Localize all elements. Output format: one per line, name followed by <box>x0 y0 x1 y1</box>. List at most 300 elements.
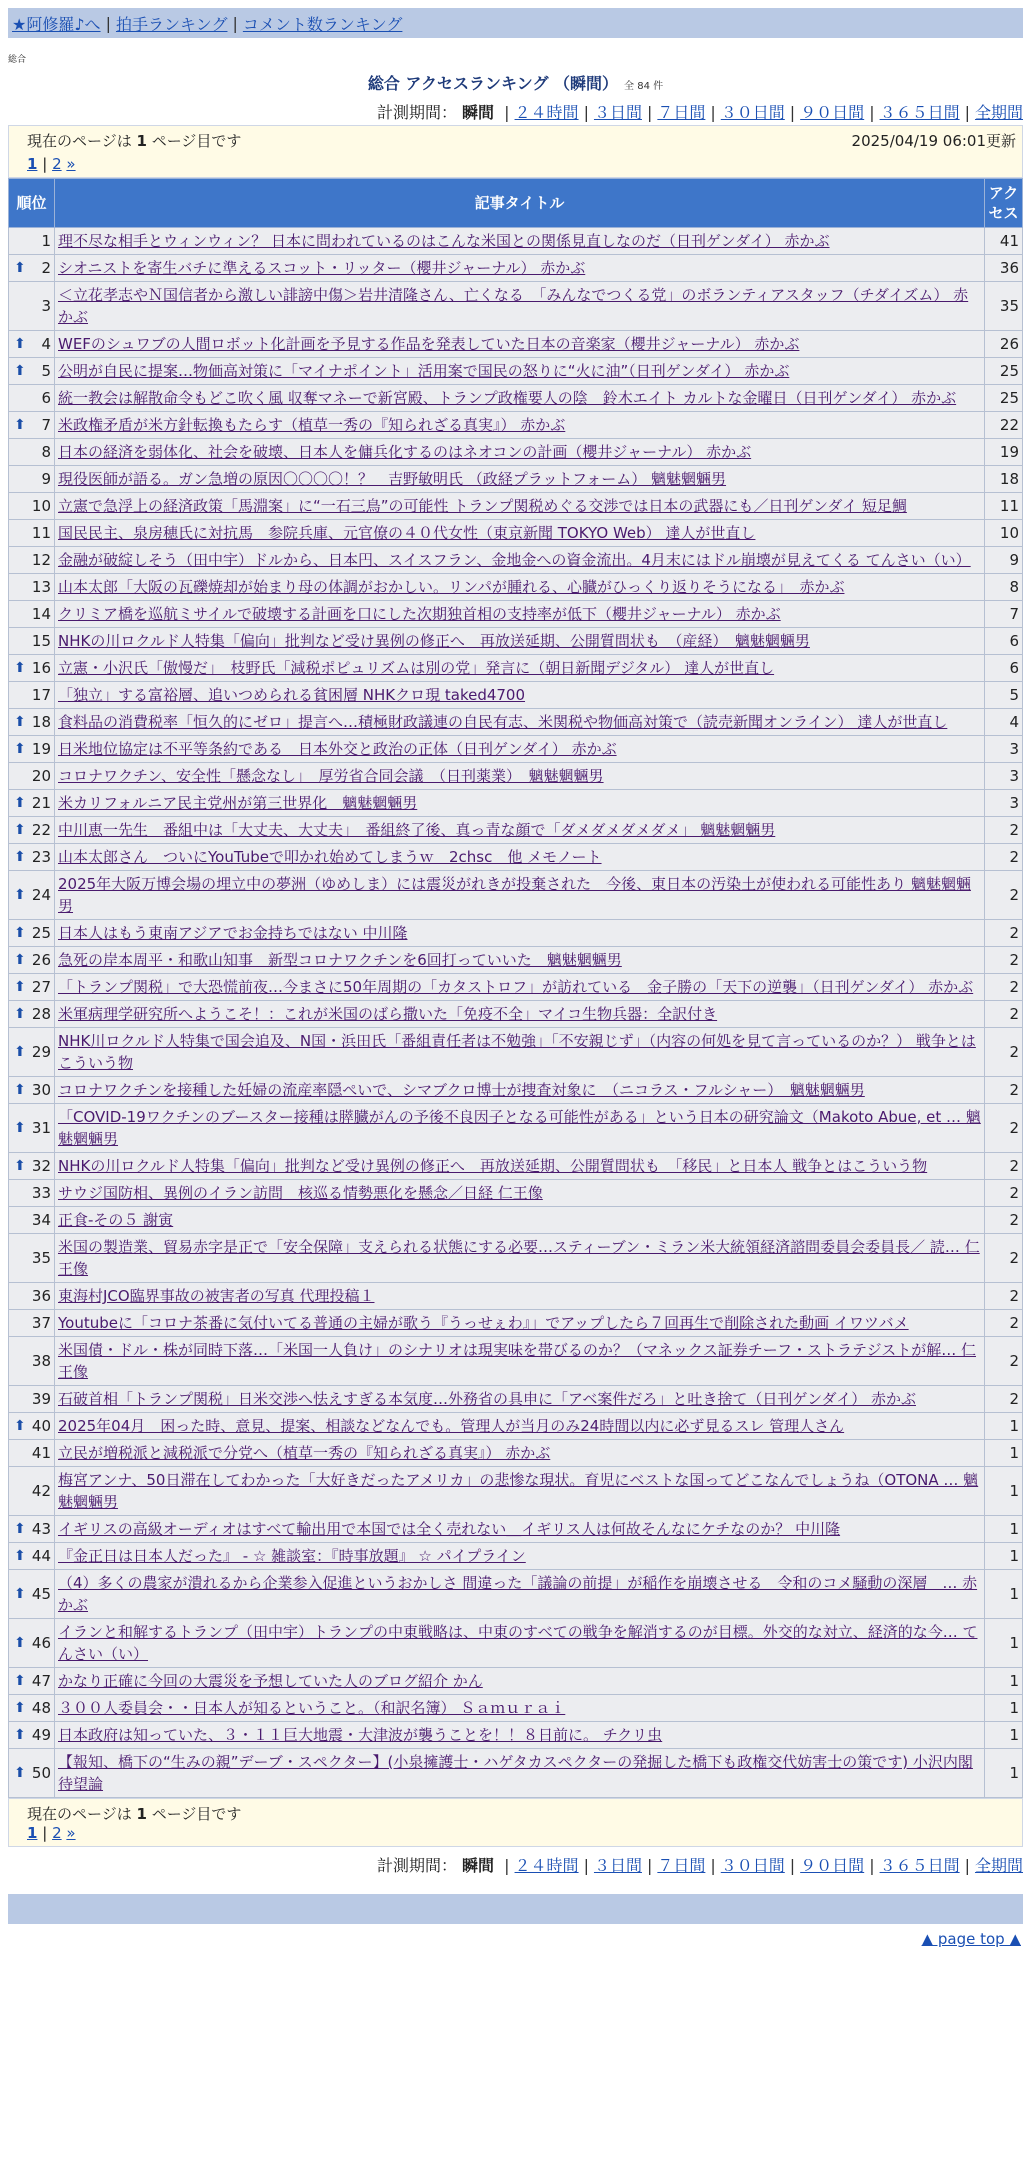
access-count: 25 <box>985 358 1023 385</box>
rank-up-arrow-icon: ⬆ <box>14 260 26 276</box>
table-row <box>9 1570 1023 1619</box>
article-link[interactable]: 日米地位協定は不平等条約である 日本外交と政治の正体（日刊ゲンダイ） 赤かぶ <box>58 740 617 758</box>
period-separator: | <box>869 103 875 122</box>
ranking-title: 総合 アクセスランキング （瞬間） <box>367 74 619 93</box>
rank-cell <box>9 1543 55 1570</box>
page-text-prefix: 現在のページは <box>27 1805 132 1823</box>
title-cell <box>55 255 985 282</box>
article-link[interactable]: 山本太郎「大阪の瓦礫焼却が始まり母の体調がおかしい。リンパが腫れる、心臓がひっくり返りそうになる」 赤かぶ <box>58 578 845 596</box>
table-row <box>9 709 1023 736</box>
period-separator: | <box>710 103 716 122</box>
table-row <box>9 466 1023 493</box>
title-cell <box>55 1386 985 1413</box>
article-link[interactable]: 東海村JCO臨界事故の被害者の写真 代理投稿１ <box>58 1287 375 1305</box>
access-count: 6 <box>985 655 1023 682</box>
rank-number: 15 <box>31 632 51 650</box>
article-link[interactable]: 米カリフォルニア民主党州が第三世界化 魑魅魍魎男 <box>58 794 418 812</box>
period-link[interactable]: 全期間 <box>974 1856 1023 1875</box>
access-count: 2 <box>985 1310 1023 1337</box>
article-link[interactable]: 立憲で急浮上の経済政策「馬淵案」に“一石三鳥”の可能性 トランプ関税めぐる交渉では日本の武器にも／日刊ゲンダイ 短足鯛 <box>58 497 907 515</box>
rank-up-arrow-icon: ⬆ <box>14 925 26 941</box>
title-cell <box>55 1619 985 1668</box>
table-row <box>9 1310 1023 1337</box>
table-row <box>9 1619 1023 1668</box>
genre-label: 総合 <box>8 55 27 65</box>
period-link[interactable]: ３日間 <box>593 103 642 122</box>
period-link[interactable]: ７日間 <box>657 103 706 122</box>
access-count: 5 <box>985 682 1023 709</box>
article-link[interactable]: 「トランプ関税」で大恐慌前夜…今まさに50年周期の「カタストロフ」が訪れている 金子勝の「天下の逆襲」（日刊ゲンダイ） 赤かぶ <box>58 978 974 996</box>
period-link[interactable]: 全期間 <box>974 103 1023 122</box>
rank-number: 42 <box>31 1482 51 1500</box>
article-link[interactable]: クリミア橋を巡航ミサイルで破壊する計画を口にした次期独首相の支持率が低下（櫻井ジャーナル） 赤かぶ <box>58 605 781 623</box>
rank-cell <box>9 520 55 547</box>
table-row <box>9 493 1023 520</box>
access-count: 2 <box>985 1234 1023 1283</box>
title-cell <box>55 547 985 574</box>
rank-cell <box>9 412 55 439</box>
rank-cell <box>9 1077 55 1104</box>
rank-number: 14 <box>31 605 51 623</box>
page-text-prefix: 現在のページは <box>27 132 132 150</box>
article-link[interactable]: かなり正確に今回の大震災を予想していた人のブログ紹介 かん <box>58 1672 483 1690</box>
article-link[interactable]: サウジ国防相、異例のイラン訪問 核巡る情勢悪化を懸念／日経 仁王像 <box>58 1184 543 1202</box>
rank-up-arrow-icon: ⬆ <box>14 1548 26 1564</box>
rank-number: 9 <box>41 470 51 488</box>
rank-number: 2 <box>41 259 51 277</box>
access-count: 1 <box>985 1440 1023 1467</box>
table-row <box>9 520 1023 547</box>
access-count: 22 <box>985 412 1023 439</box>
rank-cell <box>9 1337 55 1386</box>
page-link-1[interactable]: 1 <box>27 155 38 173</box>
rank-cell <box>9 1207 55 1234</box>
title-cell <box>55 790 985 817</box>
title-cell <box>55 466 985 493</box>
article-link[interactable]: （4）多くの農家が潰れるから企業参入促進というおかしさ 間違った「議論の前提」が稲作を崩壊させる 令和のコメ騒動の深層 … 赤かぶ <box>58 1574 978 1614</box>
article-link[interactable]: 理不尽な相手とウィンウィン？ 日本に問われているのはこんな米国との関係見直しなのだ（日刊ゲンダイ） 赤かぶ <box>58 232 830 250</box>
rank-cell <box>9 763 55 790</box>
rank-number: 1 <box>41 232 51 250</box>
table-row <box>9 358 1023 385</box>
table-row <box>9 385 1023 412</box>
period-link[interactable]: ３６５日間 <box>879 1856 960 1875</box>
table-row <box>9 1283 1023 1310</box>
title-cell <box>55 601 985 628</box>
article-link[interactable]: 金融が破綻しそう（田中宇）ドルから、日本円、スイスフラン、金地金への資金流出。4月末にはドル崩壊が見えてくる てんさい（い） <box>58 551 971 569</box>
period-link[interactable]: ３日間 <box>593 1856 642 1875</box>
table-row <box>9 871 1023 920</box>
title-cell <box>55 947 985 974</box>
rank-number: 26 <box>31 951 51 969</box>
rank-cell <box>9 790 55 817</box>
title-cell <box>55 709 985 736</box>
table-row <box>9 817 1023 844</box>
article-link[interactable]: NHKの川ロクルド人特集「偏向」批判など受け異例の修正へ 再放送延期、公開質問状も （産経） 魑魅魍魎男 <box>58 632 810 650</box>
access-count: 1 <box>985 1619 1023 1668</box>
access-count: 4 <box>985 709 1023 736</box>
rank-number: 33 <box>31 1184 51 1202</box>
article-link[interactable]: 【報知、橋下の“生みの親”デーブ・スペクター】(小泉擁護士・ハゲタカスペクターの発掘した橋下も政権交代妨害士の策です) 小沢内閣待望論 <box>58 1753 973 1793</box>
rank-cell <box>9 947 55 974</box>
next-page-link[interactable]: » <box>66 1824 76 1842</box>
article-link[interactable]: 山本太郎さん ついにYouTubeで叩かれ始めてしまうｗ 2chsc 他 メモノート <box>58 848 602 866</box>
nav-separator: | <box>232 13 238 33</box>
rank-number: 34 <box>31 1211 51 1229</box>
rank-cell <box>9 628 55 655</box>
access-count: 41 <box>985 228 1023 255</box>
period-link[interactable]: ９０日間 <box>800 103 865 122</box>
page-link-2[interactable]: 2 <box>52 1824 62 1842</box>
rank-cell <box>9 1413 55 1440</box>
article-link[interactable]: Youtubeに「コロナ茶番に気付いてる普通の主婦が歌う『うっせぇわ』」でアップしたら７回再生で削除された動画 イワツバメ <box>58 1314 909 1332</box>
nav-separator: | <box>105 13 111 33</box>
rank-number: 4 <box>41 335 51 353</box>
article-link[interactable]: ＜立花孝志やＮ国信者から激しい誹謗中傷＞岩井清隆さん、亡くなる 「みんなでつくる党」のボランティアスタッフ（チダイズム） 赤かぶ <box>58 286 969 326</box>
title-cell <box>55 520 985 547</box>
rank-number: 50 <box>31 1764 51 1782</box>
table-row <box>9 1722 1023 1749</box>
access-count: 1 <box>985 1695 1023 1722</box>
applause-ranking-link[interactable]: 拍手ランキング <box>115 14 228 34</box>
rank-up-arrow-icon: ⬆ <box>14 1082 26 1098</box>
rank-number: 25 <box>31 924 51 942</box>
rank-cell <box>9 1001 55 1028</box>
rank-up-arrow-icon: ⬆ <box>14 1586 26 1602</box>
access-count: 18 <box>985 466 1023 493</box>
table-row <box>9 1440 1023 1467</box>
rank-cell <box>9 466 55 493</box>
access-count: 1 <box>985 1668 1023 1695</box>
table-row <box>9 1467 1023 1516</box>
article-link[interactable]: WEFのシュワブの人間ロボット化計画を予見する作品を発表していた日本の音楽家（櫻井ジャーナル） 赤かぶ <box>58 335 800 353</box>
rank-number: 27 <box>31 978 51 996</box>
table-header-row <box>9 179 1023 228</box>
rank-number: 21 <box>31 794 51 812</box>
pager-separator: | <box>42 155 48 173</box>
table-row <box>9 1104 1023 1153</box>
access-count: 2 <box>985 1386 1023 1413</box>
title-cell <box>55 1413 985 1440</box>
comment-ranking-link[interactable]: コメント数ランキング <box>242 14 403 34</box>
period-separator: | <box>964 1856 970 1875</box>
rank-up-arrow-icon: ⬆ <box>14 1006 26 1022</box>
article-link[interactable]: 立憲・小沢氏「傲慢だ」 枝野氏「減税ポピュリズムは別の党」発言に（朝日新聞デジタル） 達人が世直し <box>58 659 775 677</box>
table-row <box>9 601 1023 628</box>
article-link[interactable]: 公明が自民に提案…物価高対策に「マイナポイント」活用案で国民の怒りに“火に油”（日刊ゲンダイ） 赤かぶ <box>58 362 790 380</box>
rank-up-arrow-icon: ⬆ <box>14 795 26 811</box>
rank-cell <box>9 1310 55 1337</box>
page-link-2[interactable]: 2 <box>52 155 62 173</box>
access-count: 1 <box>985 1722 1023 1749</box>
table-row <box>9 331 1023 358</box>
rank-cell <box>9 1619 55 1668</box>
article-link[interactable]: 統一教会は解散命令もどこ吹く風 収奪マネーで新宮殿、トランプ政権要人の陰 鈴木エイト カルトな金曜日（日刊ゲンダイ） 赤かぶ <box>58 389 957 407</box>
page-info-bottom <box>8 1798 1023 1847</box>
rank-number: 29 <box>31 1043 51 1061</box>
access-count: 2 <box>985 871 1023 920</box>
rank-number: 22 <box>31 821 51 839</box>
access-count: 2 <box>985 844 1023 871</box>
rank-number: 20 <box>31 767 51 785</box>
rank-up-arrow-icon: ⬆ <box>14 1727 26 1743</box>
title-cell <box>55 1722 985 1749</box>
table-row <box>9 439 1023 466</box>
rank-cell <box>9 1386 55 1413</box>
period-separator: | <box>646 103 653 122</box>
period-links <box>499 1856 1023 1875</box>
article-link[interactable]: イギリスの高級オーディオはすべて輸出用で本国では全く売れない＿イギリス人は何故そんなにケチなのか？ 中川隆 <box>58 1520 841 1538</box>
article-link[interactable]: NHK川ロクルド人特集で国会追及、N国・浜田氏「番組責任者は不勉強」「不安親じず」（内容の何処を見て言っているのか？） 戦争とはこういう物 <box>58 1032 976 1072</box>
rank-number: 31 <box>31 1119 51 1137</box>
rank-cell <box>9 1028 55 1077</box>
table-row <box>9 1207 1023 1234</box>
access-count: 26 <box>985 331 1023 358</box>
rank-up-arrow-icon: ⬆ <box>14 714 26 730</box>
rank-number: 18 <box>31 713 51 731</box>
header-rank: 順位 <box>9 179 55 228</box>
period-selector-top <box>0 100 1023 123</box>
table-row <box>9 255 1023 282</box>
rank-up-arrow-icon: ⬆ <box>14 1158 26 1174</box>
header-access: アクセス <box>985 179 1023 228</box>
rank-number: 10 <box>31 497 51 515</box>
article-link[interactable]: 正食-その５ 謝寅 <box>58 1211 174 1229</box>
rank-number: 45 <box>31 1585 51 1603</box>
period-separator: | <box>789 1856 796 1875</box>
access-count: 36 <box>985 255 1023 282</box>
access-count: 2 <box>985 947 1023 974</box>
top-nav-bar <box>8 8 1023 38</box>
title-cell <box>55 736 985 763</box>
access-count: 2 <box>985 1207 1023 1234</box>
table-row <box>9 1749 1023 1798</box>
table-row <box>9 655 1023 682</box>
article-link[interactable]: 石破首相「トランプ関税」日米交渉へ怯えすぎる本気度…外務省の具申に「アベ案件だろ」と吐き捨て（日刊ゲンダイ） 赤かぶ <box>58 1390 916 1408</box>
table-row <box>9 1337 1023 1386</box>
article-link[interactable]: コロナワクチンを接種した妊婦の流産率隠ぺいで、シマブクロ博士が捜査対象に （ニコラス・フルシャー） 魑魅魍魎男 <box>58 1081 865 1099</box>
article-link[interactable]: イランと和解するトランプ（田中宇）トランプの中東戦略は、中東のすべての戦争を解消するのが目標。外交的な対立、経済的な今… てんさい（い） <box>58 1623 978 1663</box>
rank-number: 24 <box>31 886 51 904</box>
access-count: 3 <box>985 790 1023 817</box>
access-count: 2 <box>985 1028 1023 1077</box>
rank-up-arrow-icon: ⬆ <box>14 336 26 352</box>
rank-cell <box>9 1153 55 1180</box>
article-link[interactable]: 米国の製造業、貿易赤字是正で「安全保障」支えられる状態にする必要…スティーブン・ミラン米大統領経済諮問委員会委員長／ 読… 仁王像 <box>58 1238 980 1278</box>
page-number: 1 <box>136 1805 147 1823</box>
title-cell <box>55 1695 985 1722</box>
home-link[interactable]: ★阿修羅♪へ <box>12 14 101 34</box>
period-separator: | <box>964 103 970 122</box>
access-count: 2 <box>985 1153 1023 1180</box>
access-count: 19 <box>985 439 1023 466</box>
rank-up-arrow-icon: ⬆ <box>14 1700 26 1716</box>
table-row <box>9 574 1023 601</box>
rank-cell <box>9 547 55 574</box>
access-count: 3 <box>985 763 1023 790</box>
period-current: 瞬間 <box>462 1856 495 1875</box>
rank-cell <box>9 439 55 466</box>
rank-number: 16 <box>31 659 51 677</box>
access-count: 9 <box>985 547 1023 574</box>
rank-up-arrow-icon: ⬆ <box>14 979 26 995</box>
rank-number: 44 <box>31 1547 51 1565</box>
rank-cell <box>9 1722 55 1749</box>
title-cell <box>55 1234 985 1283</box>
rank-up-arrow-icon: ⬆ <box>14 417 26 433</box>
article-link[interactable]: 日本政府は知っていた、３・１１巨大地震・大津波が襲うことを！！８日前に。 チクリ虫 <box>58 1726 663 1744</box>
period-link[interactable]: ２４時間 <box>514 103 579 122</box>
period-link[interactable]: ３６５日間 <box>879 103 960 122</box>
rank-number: 43 <box>31 1520 51 1538</box>
access-count: 11 <box>985 493 1023 520</box>
table-row <box>9 790 1023 817</box>
title-cell <box>55 574 985 601</box>
title-cell <box>55 1028 985 1077</box>
rank-cell <box>9 1668 55 1695</box>
rank-up-arrow-icon: ⬆ <box>14 887 26 903</box>
article-link[interactable]: 中川恵一先生 番組中は「大丈夫、大丈夫」 番組終了後、真っ青な顔で「ダメダメダメダメ」 魑魅魍魎男 <box>58 821 776 839</box>
title-cell <box>55 228 985 255</box>
rank-number: 48 <box>31 1699 51 1717</box>
article-link[interactable]: 米軍病理学研究所へようこそ！：これが米国のばら撒いた「免疫不全」マイコ生物兵器：全訳付き <box>58 1005 718 1023</box>
rank-up-arrow-icon: ⬆ <box>14 363 26 379</box>
rank-number: 46 <box>31 1634 51 1652</box>
access-count: 6 <box>985 628 1023 655</box>
rank-cell <box>9 1283 55 1310</box>
article-link[interactable]: 食料品の消費税率「恒久的にゼロ」提言へ…積極財政議連の自民有志、米関税や物価高対策で（読売新聞オンライン） 達人が世直し <box>58 713 948 731</box>
footer-bar <box>8 1894 1023 1924</box>
period-selector-bottom <box>0 1853 1023 1876</box>
title-cell <box>55 1310 985 1337</box>
access-count: 3 <box>985 736 1023 763</box>
article-link[interactable]: 現役医師が語る。ガン急増の原因〇〇〇〇！？ 吉野敏明氏 （政経プラットフォーム） 魑魅魍魎男 <box>58 470 727 488</box>
ranking-table-body <box>9 228 1023 1798</box>
title-cell <box>55 1207 985 1234</box>
title-cell <box>55 1077 985 1104</box>
period-link[interactable]: ７日間 <box>657 1856 706 1875</box>
period-link[interactable]: ３０日間 <box>720 103 785 122</box>
period-link[interactable]: ３０日間 <box>720 1856 785 1875</box>
table-row <box>9 1386 1023 1413</box>
article-link[interactable]: 2025年大阪万博会場の埋立中の夢洲（ゆめしま）には震災がれきが投棄された 今後、東日本の汚染土が使われる可能性あり 魑魅魍魎男 <box>58 875 971 915</box>
access-count: 1 <box>985 1543 1023 1570</box>
rank-up-arrow-icon: ⬆ <box>14 660 26 676</box>
page-link-1[interactable]: 1 <box>27 1824 38 1842</box>
rank-up-arrow-icon: ⬆ <box>14 849 26 865</box>
access-count: 2 <box>985 920 1023 947</box>
article-link[interactable]: 米国債・ドル・株が同時下落…「米国一人負け」のシナリオは現実味を帯びるのか？（マネックス証券チーフ・ストラテジストが解… 仁王像 <box>58 1341 976 1381</box>
period-link[interactable]: ９０日間 <box>800 1856 865 1875</box>
table-row <box>9 228 1023 255</box>
article-link[interactable]: 『金正日は日本人だった』 - ☆ 雑談室：『時事放題』 ☆ パイプライン <box>58 1547 526 1565</box>
rank-up-arrow-icon: ⬆ <box>14 1418 26 1434</box>
rank-number: 17 <box>31 686 51 704</box>
table-row <box>9 1077 1023 1104</box>
article-link[interactable]: 国民民主、泉房穂氏に対抗馬 参院兵庫、元官僚の４０代女性（東京新聞 TOKYO Web） 達人が世直し <box>58 524 756 542</box>
article-link[interactable]: 米政権矛盾が米方針転換もたらす（植草一秀の『知られざる真実』） 赤かぶ <box>58 416 566 434</box>
access-count: 1 <box>985 1467 1023 1516</box>
period-separator: | <box>710 1856 716 1875</box>
page-top-container <box>0 1930 1021 1948</box>
article-link[interactable]: NHKの川ロクルド人特集「偏向」批判など受け異例の修正へ 再放送延期、公開質問状も 「移民」と日本人 戦争とはこういう物 <box>58 1157 928 1175</box>
access-count: 1 <box>985 1749 1023 1798</box>
rank-up-arrow-icon: ⬆ <box>14 741 26 757</box>
period-separator: | <box>646 1856 653 1875</box>
next-page-link[interactable]: » <box>66 155 76 173</box>
period-link[interactable]: ２４時間 <box>514 1856 579 1875</box>
article-link[interactable]: 日本人はもう東南アジアでお金持ちではない 中川隆 <box>58 924 408 942</box>
rank-number: 39 <box>31 1390 51 1408</box>
updated-timestamp: 2025/04/19 06:01更新 <box>851 132 1016 150</box>
rank-cell <box>9 1180 55 1207</box>
title-cell <box>55 1153 985 1180</box>
period-separator: | <box>504 1856 510 1875</box>
article-link[interactable]: 梅宮アンナ、50日滞在してわかった「大好きだったアメリカ」の悲惨な現状。育児にベストな国ってどこなんでしょうね（OTONA … 魑魅魍魎男 <box>58 1471 979 1511</box>
article-link[interactable]: 2025年04月 困った時、意見、提案、相談などなんでも。管理人が当月のみ24時間以内に必ず見るスレ 管理人さん <box>58 1417 845 1435</box>
rank-number: 35 <box>31 1249 51 1267</box>
article-link[interactable]: 「COVID-19ワクチンのブースター接種は膵臓がんの予後不良因子となる可能性がある」という日本の研究論文（Makoto Abue, et … 魑魅魍魎男 <box>58 1108 981 1148</box>
table-row <box>9 1180 1023 1207</box>
page-top-link[interactable]: ▲ page top ▲ <box>921 1930 1021 1948</box>
table-row <box>9 282 1023 331</box>
rank-cell <box>9 1234 55 1283</box>
rank-up-arrow-icon: ⬆ <box>14 1044 26 1060</box>
rank-cell <box>9 1695 55 1722</box>
rank-number: 13 <box>31 578 51 596</box>
rank-cell <box>9 682 55 709</box>
table-row <box>9 1028 1023 1077</box>
table-row <box>9 1413 1023 1440</box>
article-link[interactable]: 急死の岸本周平・和歌山知事 新型コロナワクチンを6回打っていいた 魑魅魍魎男 <box>58 951 622 969</box>
rank-up-arrow-icon: ⬆ <box>14 1673 26 1689</box>
title-cell <box>55 1337 985 1386</box>
rank-cell <box>9 974 55 1001</box>
access-count: 35 <box>985 282 1023 331</box>
rank-number: 3 <box>41 297 51 315</box>
header-title: 記事タイトル <box>55 179 985 228</box>
title-cell <box>55 1440 985 1467</box>
title-cell <box>55 1749 985 1798</box>
article-link[interactable]: ３００人委員会・・日本人が知るということ。（和訳名簿） Ｓａｍｕｒａｉ <box>58 1699 566 1717</box>
title-cell <box>55 974 985 1001</box>
rank-number: 38 <box>31 1352 51 1370</box>
page-number: 1 <box>136 132 147 150</box>
rank-cell <box>9 1749 55 1798</box>
period-separator: | <box>583 103 589 122</box>
rank-up-arrow-icon: ⬆ <box>14 1765 26 1781</box>
article-link[interactable]: 「独立」する富裕層、追いつめられる貧困層 NHKクロ現 taked4700 <box>58 686 526 704</box>
article-link[interactable]: 立民が増税派と減税派で分党へ（植草一秀の『知られざる真実』） 赤かぶ <box>58 1444 551 1462</box>
page-text-suffix: ページ目です <box>151 1805 242 1823</box>
rank-number: 11 <box>31 524 51 542</box>
rank-cell <box>9 920 55 947</box>
access-count: 1 <box>985 1516 1023 1543</box>
rank-cell <box>9 574 55 601</box>
title-cell <box>55 1283 985 1310</box>
access-count: 1 <box>985 1570 1023 1619</box>
article-link[interactable]: 日本の経済を弱体化、社会を破壊、日本人を傭兵化するのはネオコンの計画（櫻井ジャーナル） 赤かぶ <box>58 443 752 461</box>
rank-cell <box>9 655 55 682</box>
rank-cell <box>9 871 55 920</box>
article-link[interactable]: コロナワクチン、安全性「懸念なし」 厚労省合同会議 （日刊薬業） 魑魅魍魎男 <box>58 767 604 785</box>
access-count: 2 <box>985 1104 1023 1153</box>
rank-number: 40 <box>31 1417 51 1435</box>
title-cell <box>55 628 985 655</box>
item-count: 全 84 件 <box>624 81 664 92</box>
article-link[interactable]: シオニストを寄生バチに準えるスコット・リッター（櫻井ジャーナル） 赤かぶ <box>58 259 586 277</box>
rank-number: 7 <box>41 416 51 434</box>
